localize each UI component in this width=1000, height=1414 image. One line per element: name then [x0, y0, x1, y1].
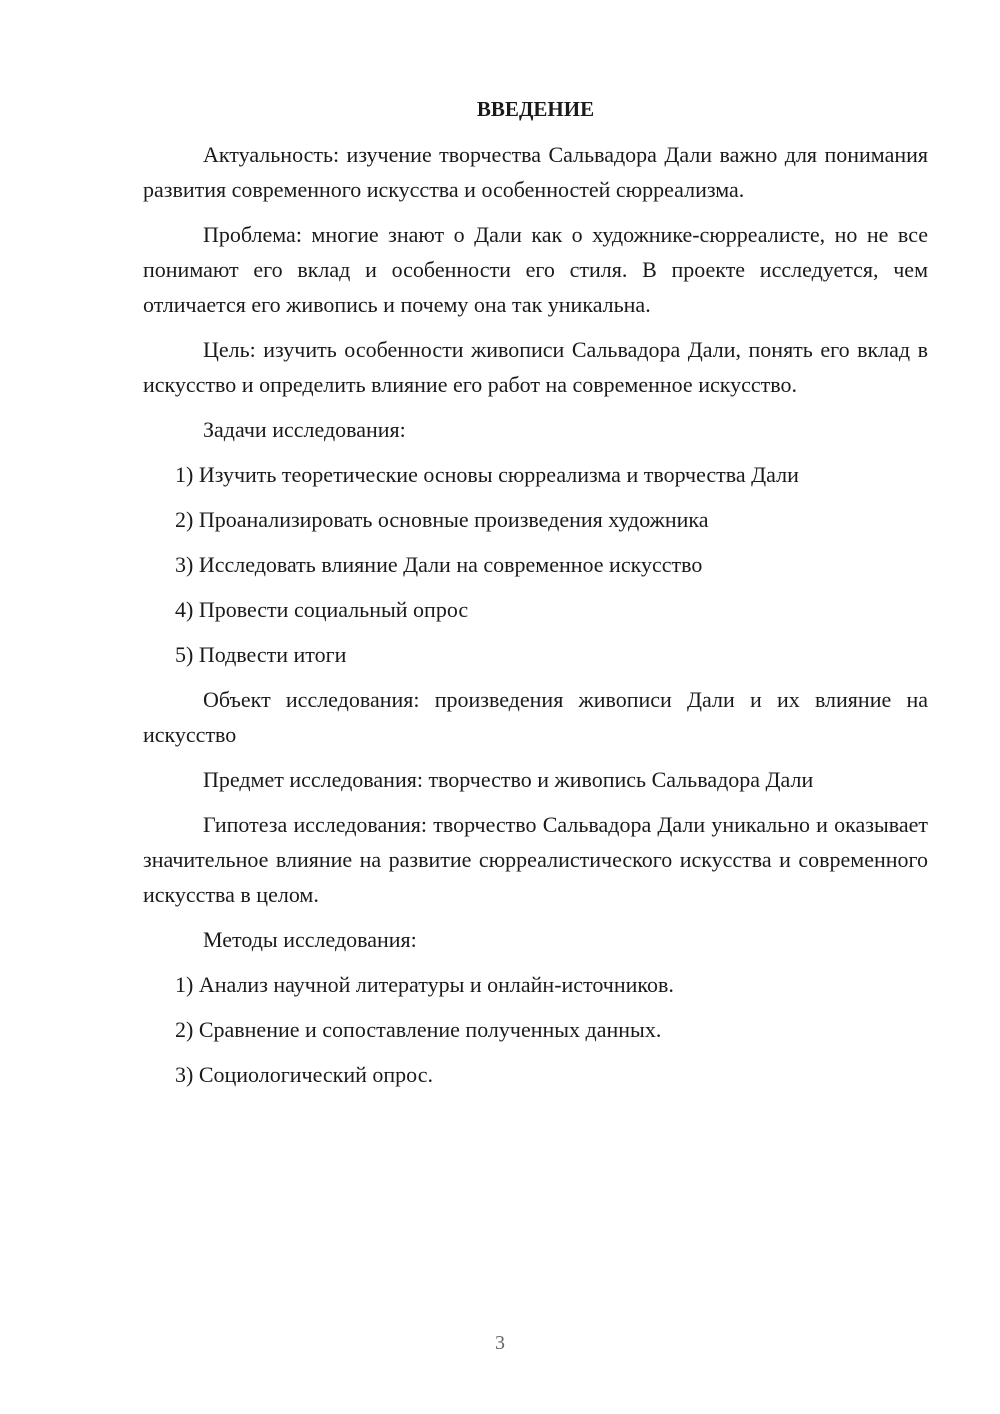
problem-paragraph: Проблема: многие знают о Дали как о художнике-сюрреалисте, но не все понимают его вклад и особенности его стиля. В проекте исследуется, чем отличается его живопись и почему она так уникальна.: [143, 222, 928, 317]
task-item: 5) Подвести итоги: [175, 642, 347, 667]
tasks-list: [143, 457, 928, 672]
goal-paragraph: Цель: изучить особенности живописи Сальвадора Дали, понять его вклад в искусство и определить влияние его работ на современное искусство.: [143, 337, 928, 397]
method-item: 2) Сравнение и сопоставление полученных данных.: [175, 1017, 662, 1042]
hypothesis-paragraph: Гипотеза исследования: творчество Сальвадора Дали уникально и оказывает значительное влияние на развитие сюрреалистического искусства и современного искусства в целом.: [143, 812, 928, 907]
task-item: 2) Проанализировать основные произведения художника: [175, 507, 709, 532]
page-number: 3: [495, 1332, 505, 1354]
object-paragraph: Объект исследования: произведения живописи Дали и их влияние на искусство: [143, 687, 928, 747]
document-page: [143, 92, 928, 1102]
task-item: 4) Провести социальный опрос: [175, 597, 469, 622]
task-item: 1) Изучить теоретические основы сюрреализма и творчества Дали: [175, 462, 799, 487]
method-item: 1) Анализ научной литературы и онлайн-источников.: [175, 972, 674, 997]
tasks-heading: Задачи исследования:: [203, 417, 406, 442]
section-title: ВВЕДЕНИЕ: [476, 97, 595, 121]
methods-heading: Методы исследования:: [203, 927, 417, 952]
relevance-paragraph: Актуальность: изучение творчества Сальвадора Дали важно для понимания развития современного искусства и особенностей сюрреализма.: [143, 142, 928, 202]
task-item: 3) Исследовать влияние Дали на современное искусство: [175, 552, 703, 577]
method-item: 3) Социологический опрос.: [175, 1062, 433, 1087]
subject-paragraph: Предмет исследования: творчество и живопись Сальвадора Дали: [203, 767, 814, 792]
methods-list: [143, 967, 928, 1092]
